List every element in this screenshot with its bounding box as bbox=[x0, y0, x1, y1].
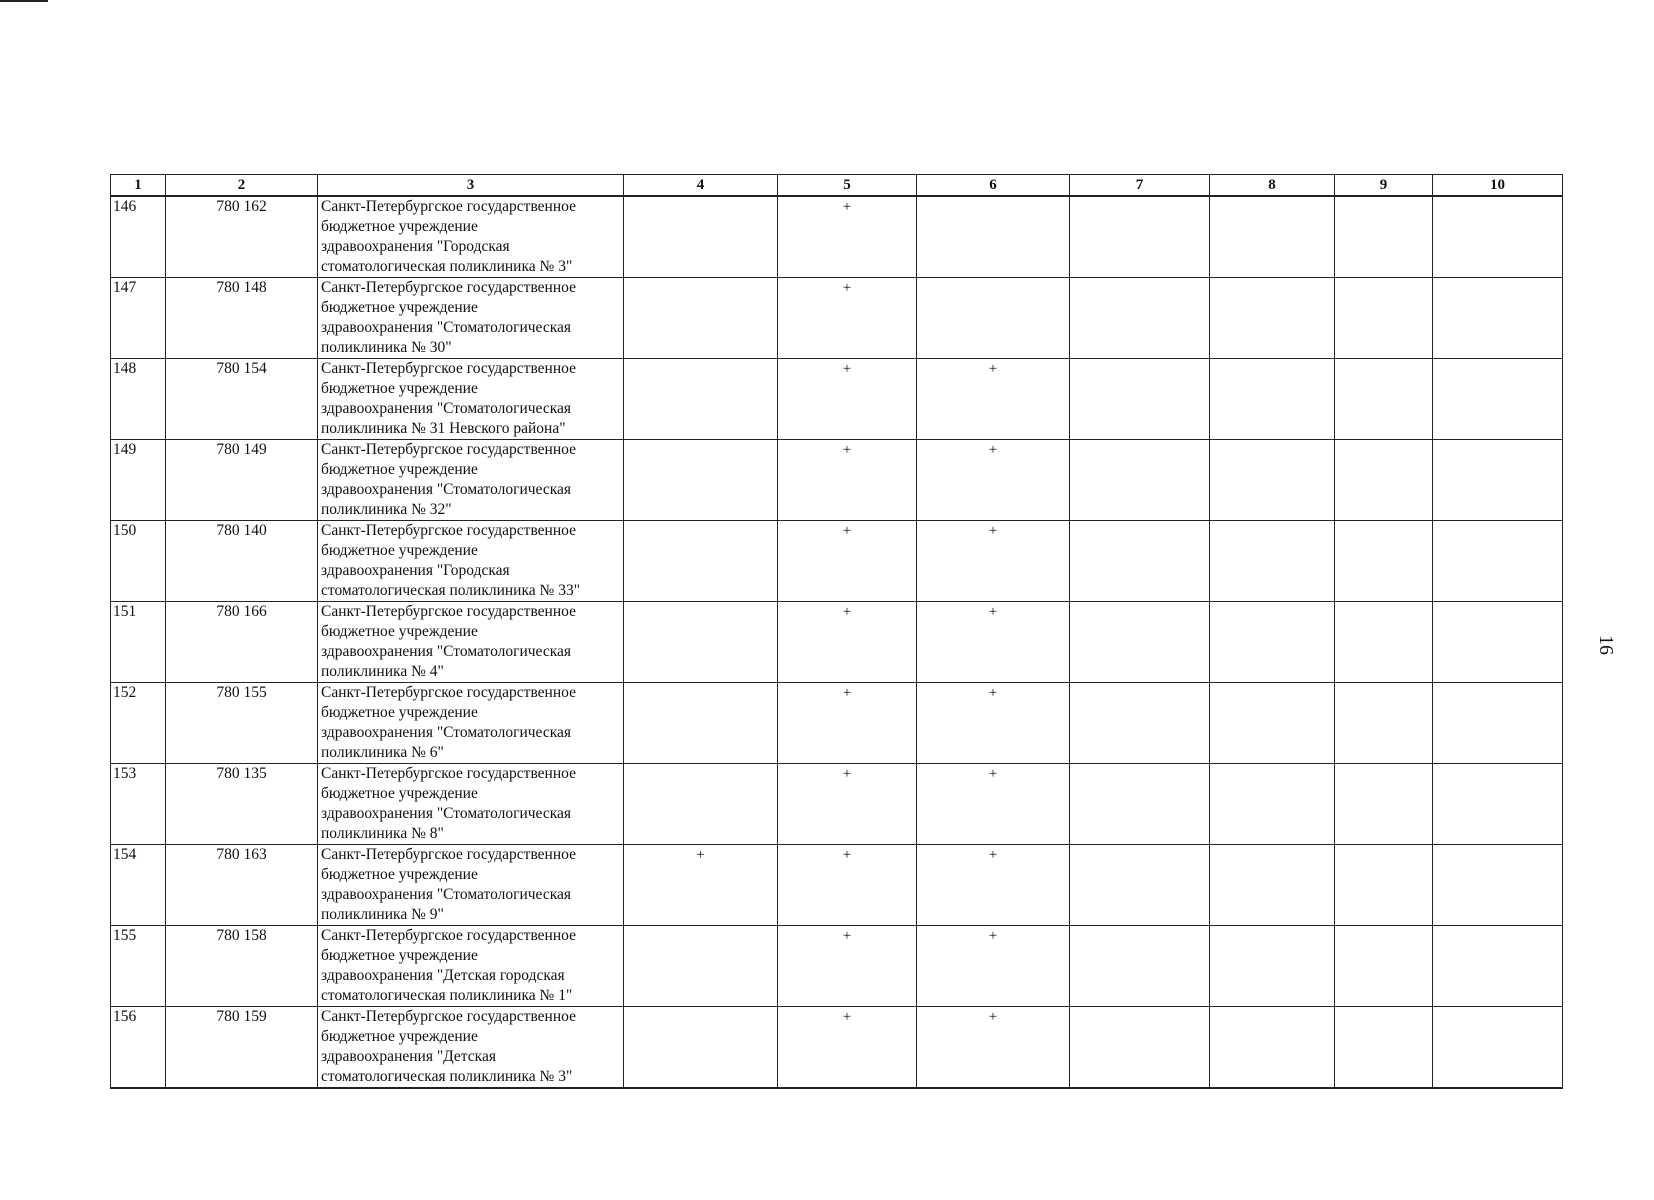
column-7-mark bbox=[1070, 602, 1210, 683]
column-9-mark bbox=[1335, 1007, 1433, 1089]
row-number: 155 bbox=[111, 926, 166, 1007]
column-8-mark bbox=[1210, 521, 1335, 602]
column-header: 5 bbox=[778, 175, 917, 197]
column-4-mark bbox=[624, 521, 778, 602]
page-number: 16 bbox=[1595, 635, 1617, 655]
organization-name: Санкт-Петербургское государственное бюджетное учреждение здравоохранения "Детская стоматологическая поликлиника № 3" bbox=[318, 1007, 624, 1089]
registry-code: 780 159 bbox=[166, 1007, 318, 1089]
column-5-mark: + bbox=[778, 521, 917, 602]
column-9-mark bbox=[1335, 359, 1433, 440]
organization-name: Санкт-Петербургское государственное бюджетное учреждение здравоохранения "Стоматологическая поликлиника № 9" bbox=[318, 845, 624, 926]
column-6-mark: + bbox=[917, 683, 1070, 764]
row-number: 152 bbox=[111, 683, 166, 764]
row-number: 153 bbox=[111, 764, 166, 845]
column-5-mark: + bbox=[778, 845, 917, 926]
row-number: 147 bbox=[111, 278, 166, 359]
register-body bbox=[111, 196, 1563, 1088]
column-4-mark bbox=[624, 1007, 778, 1089]
row-number: 148 bbox=[111, 359, 166, 440]
organization-name: Санкт-Петербургское государственное бюджетное учреждение здравоохранения "Стоматологическая поликлиника № 32" bbox=[318, 440, 624, 521]
table-row bbox=[111, 1007, 1563, 1089]
column-header: 10 bbox=[1433, 175, 1563, 197]
table-row bbox=[111, 359, 1563, 440]
column-8-mark bbox=[1210, 278, 1335, 359]
table-row bbox=[111, 440, 1563, 521]
column-5-mark: + bbox=[778, 196, 917, 278]
column-8-mark bbox=[1210, 359, 1335, 440]
registry-code: 780 154 bbox=[166, 359, 318, 440]
organization-name: Санкт-Петербургское государственное бюджетное учреждение здравоохранения "Городская стоматологическая поликлиника № 3" bbox=[318, 196, 624, 278]
row-number: 151 bbox=[111, 602, 166, 683]
row-number: 149 bbox=[111, 440, 166, 521]
column-4-mark bbox=[624, 278, 778, 359]
column-9-mark bbox=[1335, 845, 1433, 926]
column-header: 3 bbox=[318, 175, 624, 197]
column-header: 1 bbox=[111, 175, 166, 197]
column-9-mark bbox=[1335, 683, 1433, 764]
table-row bbox=[111, 926, 1563, 1007]
column-10-mark bbox=[1433, 196, 1563, 278]
table-row bbox=[111, 845, 1563, 926]
registry-code: 780 162 bbox=[166, 196, 318, 278]
column-4-mark bbox=[624, 440, 778, 521]
column-8-mark bbox=[1210, 926, 1335, 1007]
column-6-mark: + bbox=[917, 359, 1070, 440]
column-5-mark: + bbox=[778, 683, 917, 764]
column-10-mark bbox=[1433, 926, 1563, 1007]
column-9-mark bbox=[1335, 926, 1433, 1007]
column-8-mark bbox=[1210, 602, 1335, 683]
organization-name: Санкт-Петербургское государственное бюджетное учреждение здравоохранения "Стоматологическая поликлиника № 8" bbox=[318, 764, 624, 845]
column-4-mark bbox=[624, 196, 778, 278]
registry-code: 780 140 bbox=[166, 521, 318, 602]
table-row bbox=[111, 764, 1563, 845]
column-5-mark: + bbox=[778, 602, 917, 683]
column-header: 7 bbox=[1070, 175, 1210, 197]
column-9-mark bbox=[1335, 602, 1433, 683]
column-5-mark: + bbox=[778, 278, 917, 359]
column-9-mark bbox=[1335, 764, 1433, 845]
registry-code: 780 158 bbox=[166, 926, 318, 1007]
column-8-mark bbox=[1210, 440, 1335, 521]
column-6-mark: + bbox=[917, 845, 1070, 926]
organization-name: Санкт-Петербургское государственное бюджетное учреждение здравоохранения "Стоматологическая поликлиника № 6" bbox=[318, 683, 624, 764]
column-header: 2 bbox=[166, 175, 318, 197]
column-7-mark bbox=[1070, 926, 1210, 1007]
column-9-mark bbox=[1335, 278, 1433, 359]
column-7-mark bbox=[1070, 845, 1210, 926]
column-5-mark: + bbox=[778, 764, 917, 845]
column-7-mark bbox=[1070, 196, 1210, 278]
organization-name: Санкт-Петербургское государственное бюджетное учреждение здравоохранения "Стоматологическая поликлиника № 31 Невского района" bbox=[318, 359, 624, 440]
column-9-mark bbox=[1335, 196, 1433, 278]
column-5-mark: + bbox=[778, 926, 917, 1007]
column-6-mark: + bbox=[917, 521, 1070, 602]
column-9-mark bbox=[1335, 521, 1433, 602]
column-8-mark bbox=[1210, 845, 1335, 926]
column-4-mark: + bbox=[624, 845, 778, 926]
column-7-mark bbox=[1070, 359, 1210, 440]
column-10-mark bbox=[1433, 521, 1563, 602]
column-8-mark bbox=[1210, 1007, 1335, 1089]
registry-code: 780 149 bbox=[166, 440, 318, 521]
column-8-mark bbox=[1210, 683, 1335, 764]
header-row bbox=[111, 175, 1563, 197]
row-number: 154 bbox=[111, 845, 166, 926]
column-header: 8 bbox=[1210, 175, 1335, 197]
column-6-mark: + bbox=[917, 440, 1070, 521]
column-6-mark: + bbox=[917, 602, 1070, 683]
column-6-mark: + bbox=[917, 764, 1070, 845]
registry-code: 780 148 bbox=[166, 278, 318, 359]
column-header: 4 bbox=[624, 175, 778, 197]
table-row bbox=[111, 683, 1563, 764]
table-row bbox=[111, 521, 1563, 602]
column-10-mark bbox=[1433, 602, 1563, 683]
column-8-mark bbox=[1210, 764, 1335, 845]
column-5-mark: + bbox=[778, 440, 917, 521]
registry-code: 780 135 bbox=[166, 764, 318, 845]
column-7-mark bbox=[1070, 683, 1210, 764]
column-4-mark bbox=[624, 359, 778, 440]
registry-code: 780 166 bbox=[166, 602, 318, 683]
column-7-mark bbox=[1070, 278, 1210, 359]
column-10-mark bbox=[1433, 1007, 1563, 1089]
column-4-mark bbox=[624, 764, 778, 845]
register-table bbox=[110, 174, 1563, 1089]
scan-corner-mark bbox=[0, 0, 48, 2]
column-4-mark bbox=[624, 926, 778, 1007]
table-row bbox=[111, 602, 1563, 683]
column-7-mark bbox=[1070, 764, 1210, 845]
table-row bbox=[111, 196, 1563, 278]
column-10-mark bbox=[1433, 845, 1563, 926]
column-10-mark bbox=[1433, 359, 1563, 440]
organization-name: Санкт-Петербургское государственное бюджетное учреждение здравоохранения "Городская стоматологическая поликлиника № 33" bbox=[318, 521, 624, 602]
column-9-mark bbox=[1335, 440, 1433, 521]
column-6-mark bbox=[917, 196, 1070, 278]
organization-name: Санкт-Петербургское государственное бюджетное учреждение здравоохранения "Стоматологическая поликлиника № 30" bbox=[318, 278, 624, 359]
column-4-mark bbox=[624, 602, 778, 683]
column-5-mark: + bbox=[778, 359, 917, 440]
column-10-mark bbox=[1433, 440, 1563, 521]
column-10-mark bbox=[1433, 764, 1563, 845]
row-number: 146 bbox=[111, 196, 166, 278]
column-header: 6 bbox=[917, 175, 1070, 197]
table-row bbox=[111, 278, 1563, 359]
column-header: 9 bbox=[1335, 175, 1433, 197]
registry-code: 780 163 bbox=[166, 845, 318, 926]
registry-code: 780 155 bbox=[166, 683, 318, 764]
column-6-mark bbox=[917, 278, 1070, 359]
row-number: 156 bbox=[111, 1007, 166, 1089]
organization-name: Санкт-Петербургское государственное бюджетное учреждение здравоохранения "Детская городская стоматологическая поликлиника № 1" bbox=[318, 926, 624, 1007]
column-4-mark bbox=[624, 683, 778, 764]
column-10-mark bbox=[1433, 278, 1563, 359]
column-7-mark bbox=[1070, 440, 1210, 521]
column-5-mark: + bbox=[778, 1007, 917, 1089]
organization-name: Санкт-Петербургское государственное бюджетное учреждение здравоохранения "Стоматологическая поликлиника № 4" bbox=[318, 602, 624, 683]
column-8-mark bbox=[1210, 196, 1335, 278]
column-6-mark: + bbox=[917, 926, 1070, 1007]
column-10-mark bbox=[1433, 683, 1563, 764]
column-7-mark bbox=[1070, 521, 1210, 602]
column-6-mark: + bbox=[917, 1007, 1070, 1089]
column-7-mark bbox=[1070, 1007, 1210, 1089]
row-number: 150 bbox=[111, 521, 166, 602]
